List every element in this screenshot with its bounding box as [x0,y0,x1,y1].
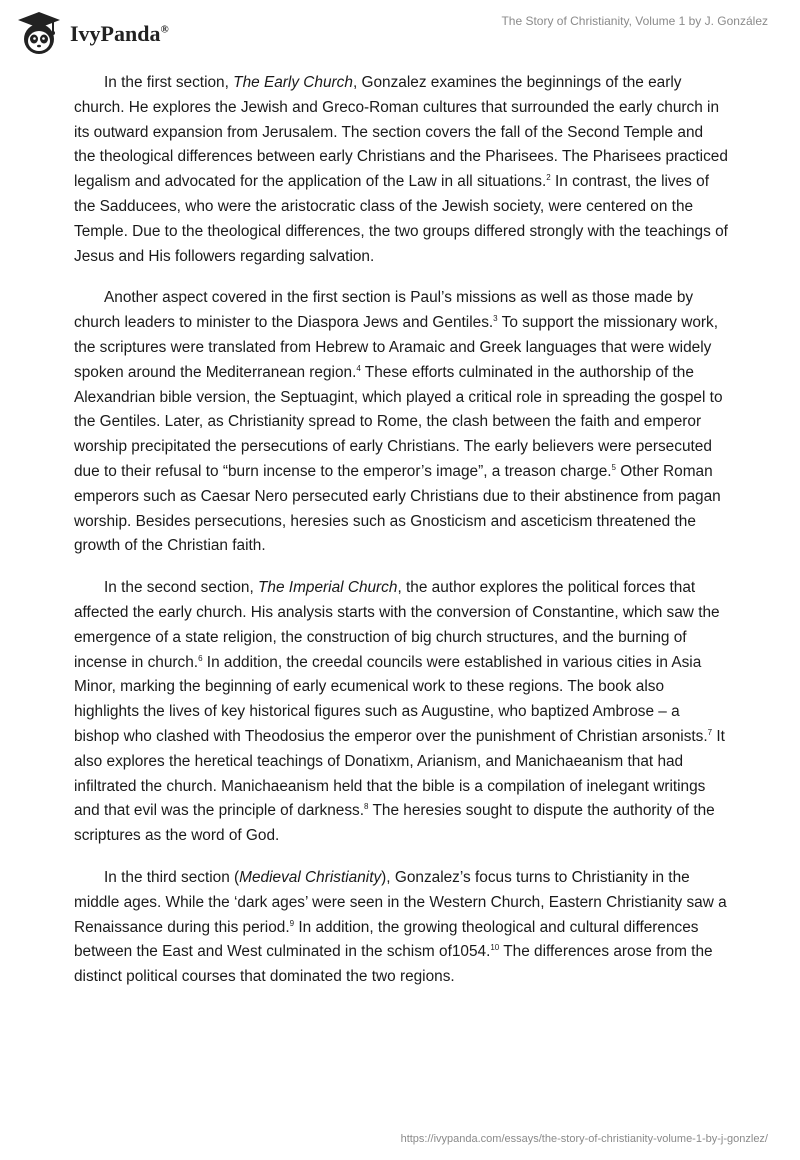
paragraph-text: In the third section ( [104,868,240,886]
paragraph-text: To support the missionary work, the scriptures were translated from Hebrew to Aramaic and Greek languages that were widely spoken around the Mediterranean region. [74,314,719,381]
paragraph-text: , the author explores the political forces that affected the early church. His analysis starts with the conversion of Constantine, which saw the emergence of a state religion, the construction of big church structures, and the burning of incense in church. [74,579,720,671]
ivypanda-logo[interactable] [14,10,169,56]
paragraph-text: The heresies sought to dispute the authority of the scriptures as the word of God. [74,802,715,845]
registered-mark: ® [160,23,169,36]
body-paragraph [74,576,728,849]
paragraph-text: In addition, the creedal councils were established in various cities in Asia Minor, marking the beginning of early ecumenical work to these regions. The book also highlights the lives of key historical figures such as Augustine, who baptized Ambrose – a bishop who clashed with Theodosius the emperor over the punishment of Christian arsonists. [74,653,708,745]
footnote-ref: 5 [611,462,616,472]
footnote-ref: 7 [707,727,713,737]
body-paragraph [74,866,728,990]
footnote-ref: 4 [356,363,361,373]
paragraph-text: , Gonzalez examines the beginnings of the early church. He explores the Jewish and Greco-Roman cultures that surrounded the early church in its outward expansion from Jerusalem. The section covers the fall of the Second Temple and the theological differences between early Christians and the Pharisees. The Pharisees practiced legalism and advocated for the application of the Law in all situations. [74,74,728,191]
footnote-ref: 2 [546,173,551,183]
paragraph-text: In contrast, the lives of the Sadducees, who were the aristocratic class of the Jewish society, were centered on the Temple. Due to the theological differences, the two groups differed strongly with the teachings of Jesus and His followers regarding salvation. [74,173,728,265]
italic-title: Medieval Christianity [239,868,382,886]
italic-title: The Imperial Church [258,579,398,597]
source-url-link[interactable]: https://ivypanda.com/essays/the-story-of-christianity-volume-1-by-j-gonzlez/ [400,1133,768,1145]
footnote-ref: 10 [490,943,500,953]
panda-graduate-icon [14,10,64,56]
paragraph-text: In the second section, [104,579,259,597]
body-paragraph [74,71,728,269]
italic-title: The Early Church [233,74,353,91]
paragraph-text: In addition, the growing theological and cultural differences between the East and West culminated in the schism of1054. [74,918,699,961]
essay-body [74,71,728,1007]
footnote-ref: 8 [364,802,369,812]
page-header [0,0,800,60]
document-title: The Story of Christianity, Volume 1 by J. González [501,14,768,28]
logo-text: IvyPanda [70,21,161,46]
paragraph-text: The differences arose from the distinct political courses that dominated the two regions. [74,943,713,986]
logo-wordmark [70,21,169,47]
body-paragraph [74,286,728,559]
paragraph-text: In the first section, [104,74,234,91]
paragraph-text: Other Roman emperors such as Caesar Nero persecuted early Christians due to their abstinence from pagan worship. Besides persecutions, heresies such as Gnosticism and asceticism threatened the growth of the Christian faith. [74,462,721,555]
footnote-ref: 3 [493,314,498,324]
paragraph-text: ), Gonzalez’s focus turns to Christianity in the middle ages. While the ‘dark ages’ were seen in the Western Church, Eastern Christianity saw a Renaissance during this period. [74,868,727,936]
paragraph-text: Another aspect covered in the first section is Paul’s missions as well as those made by church leaders to minister to the Diaspora Jews and Gentiles. [74,289,694,332]
paragraph-text: It also explores the heretical teachings of Donatixm, Arianism, and Manichaeanism that had infiltrated the church. Manichaeanism held that the bible is a compilation of inelegant writings and that evil was the principle of darkness. [74,727,725,820]
footnote-ref: 6 [198,653,203,663]
footnote-ref: 9 [289,918,295,928]
paragraph-text: These efforts culminated in the authorship of the Alexandrian bible version, the Septuagint, which played a critical role in spreading the gospel to the Gentiles. Later, as Christianity spread to Rome, the clash between the faith and emperor worship precipitated the persecutions of early Christians. The early believers were persecuted due to their refusal to “burn incense to the emperor’s image”, a treason charge. [74,363,723,480]
